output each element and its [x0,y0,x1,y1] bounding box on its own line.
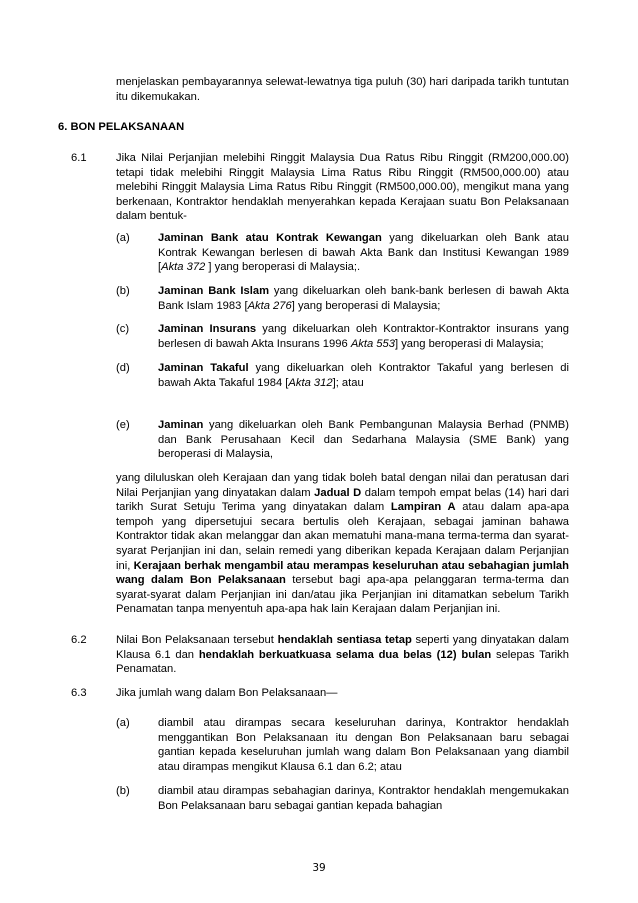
section-heading [58,120,184,135]
intro-paragraph: menjelaskan pembayarannya selewat-lewatnya tiga puluh (30) hari daripada tarikh tuntutan itu dikemukakan. [116,76,569,103]
page-number: 39 [312,862,326,874]
clause-number-6-1: 6.1 [71,152,87,164]
item-label-c: (c) [116,323,130,335]
item-label-6-3-a: (a) [116,717,130,729]
section-title: BON PELAKSANAAN [70,121,185,133]
item-label-e: (e) [116,419,130,431]
clause-6-2-text: Nilai Bon Pelaksanaan tersebut hendaklah sentiasa tetap seperti yang dinyatakan dalam Klausa 6.1 dan hendaklah berkuatkuasa selama dua belas (12) bulan selepas Tarikh Penamatan. [116,634,569,676]
clause-6-1-closing: yang diluluskan oleh Kerajaan dan yang tidak boleh batal dengan nilai dan peratusan dari Nilai Perjanjian yang dinyatakan dalam Jadual D dalam tempoh empat belas (14) hari dari tarikh Surat Setuju Terima yang dinyatakan dalam Lampiran A atau dalam apa-apa tempoh yang dipersetujui secara bertulis oleh Kerajaan, sebagai jaminan bahawa Kontraktor tidak akan melanggar dan akan mematuhi mana-mana terma-terma dan syarat-syarat Perjanjian ini dan, selain remedi yang diberikan kepada Kerajaan dalam Perjanjian ini, Kerajaan berhak mengambil atau merampas keseluruhan atau sebahagian jumlah wang dalam Bon Pelaksanaan tersebut bagi apa-apa pelanggaran terma-terma dan syarat-syarat dalam Perjanjian ini dan/atau jika Perjanjian ini ditamatkan sebelum Tarikh Penamatan tanpa menyentuh apa-apa hak lain Kerajaan dalam Perjanjian ini. [116,472,570,616]
clause-6-3-item-a: diambil atau dirampas secara keseluruhan darinya, Kontraktor hendaklah menggantikan Bon Pelaksanaan itu dengan Bon Pelaksanaan baru sebagai gantian kepada keseluruhan jumlah wang dalam Bon Pelaksanaan yang diambil atau dirampas mengikut Klausa 6.1 dan 6.2; atau [158,717,569,773]
clause-6-1-item-b: Jaminan Bank Islam yang dikeluarkan oleh bank-bank berlesen di bawah Akta Bank Islam 1983 [Akta 276] yang beroperasi di Malaysia; [158,285,569,312]
item-label-d: (d) [116,362,130,374]
item-label-6-3-b: (b) [116,785,130,797]
item-label-b: (b) [116,285,130,297]
clause-number-6-3: 6.3 [71,687,87,699]
clause-6-1-item-e: Jaminan yang dikeluarkan oleh Bank Pembangunan Malaysia Berhad (PNMB) dan Bank Perusahaan Kecil dan Sedarhana Malaysia (SME Bank) yang beroperasi di Malaysia, [158,419,569,461]
item-label-a: (a) [116,232,130,244]
clause-6-3-item-b: diambil atau dirampas sebahagian darinya, Kontraktor hendaklah mengemukakan Bon Pelaksanaan baru sebagai gantian kepada bahagian [158,785,569,812]
clause-6-1-item-d: Jaminan Takaful yang dikeluarkan oleh Kontraktor Takaful yang berlesen di bawah Akta Takaful 1984 [Akta 312]; atau [158,362,569,389]
clause-6-1-text: Jika Nilai Perjanjian melebihi Ringgit Malaysia Dua Ratus Ribu Ringgit (RM200,000.00) tetapi tidak melebihi Ringgit Malaysia Lima Ratus Ribu Ringgit (RM500,000.00) atau melebihi Ringgit Malaysia Lima Ratus Ribu Ringgit (RM500,000.00), mengikut mana yang berkenaan, Kontraktor hendaklah menyerahkan kepada Kerajaan suatu Bon Pelaksanaan dalam bentuk- [116,152,569,223]
clause-number-6-2: 6.2 [71,634,87,646]
clause-6-1-item-c: Jaminan Insurans yang dikeluarkan oleh Kontraktor-Kontraktor insurans yang berlesen di bawah Akta Insurans 1996 Akta 553] yang beroperasi di Malaysia; [158,323,569,350]
clause-6-1-item-a: Jaminan Bank atau Kontrak Kewangan yang dikeluarkan oleh Bank atau Kontrak Kewangan berlesen di bawah Akta Bank dan Institusi Kewangan 1989 [Akta 372 ] yang beroperasi di Malaysia;. [158,232,569,274]
clause-6-3-text: Jika jumlah wang dalam Bon Pelaksanaan— [116,687,338,699]
section-number: 6. [58,121,68,133]
